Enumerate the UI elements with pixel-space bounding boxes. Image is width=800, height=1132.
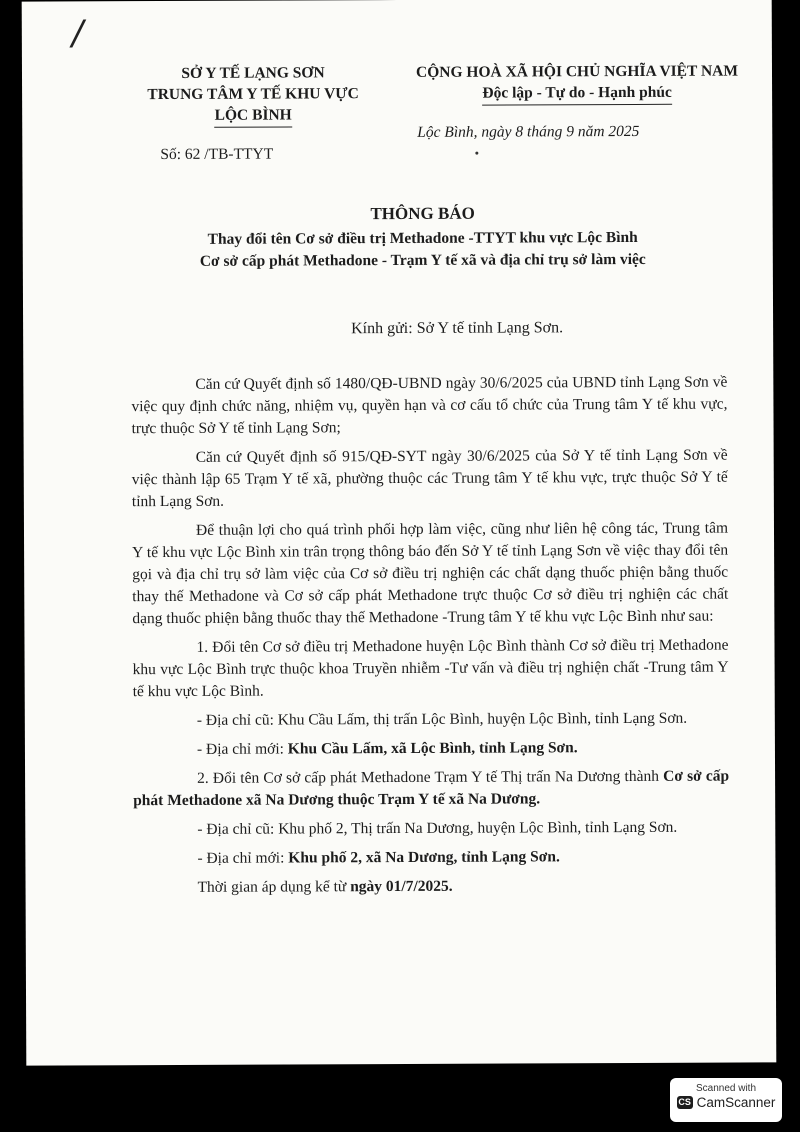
nation-line1: CỘNG HOÀ XÃ HỘI CHỦ NGHĨA VIỆT NAM xyxy=(415,62,738,81)
watermark-caption: Scanned with xyxy=(695,1083,757,1094)
item-2-text: 2. Đổi tên Cơ sở cấp phát Methadone Trạm Y tế Thị trấn Na Dương thành xyxy=(197,767,664,787)
new-address-label-2: - Địa chỉ mới: xyxy=(197,849,289,867)
paragraph-basis-1: Căn cứ Quyết định số 1480/QĐ-UBND ngày 30/6/2025 của UBND tỉnh Lạng Sơn về việc quy định chức năng, nhiệm vụ, quyền hạn và cơ cấu tổ chức của Trung tâm Y tế khu vực, trực thuộc Sở Y tế tỉnh Lạng Sơn; xyxy=(131,373,728,438)
paragraph-intro: Để thuận lợi cho quá trình phối hợp làm việc, cũng như liên hệ công tác, Trung tâm Y tế khu vực Lộc Bình xin trân trọng thông báo đến Sở Y tế tỉnh Lạng Sơn về việc thay đổi tên gọi và địa chỉ trụ sở làm việc của Cơ sở điều trị nghiện các chất dạng thuốc phiện bằng thuốc thay thế Methadone và Cơ sở cấp phát Methadone trực thuộc Cơ sở điều trị nghiện các chất dạng thuốc phiện bằng thuốc thay thế Methadone -Trung tâm Y tế khu vực Lộc Bình như sau: xyxy=(132,519,729,628)
document-body xyxy=(131,372,729,907)
agency-line3: LỘC BÌNH xyxy=(215,104,292,127)
recipient-line: Kính gửi: Sở Y tế tỉnh Lạng Sơn. xyxy=(351,319,564,338)
new-address-value-1: Khu Cầu Lấm, xã Lộc Bình, tỉnh Lạng Sơn. xyxy=(287,739,578,758)
handwritten-mark: / xyxy=(71,13,84,54)
paragraph-item-1: 1. Đổi tên Cơ sở điều trị Methadone huyện Lộc Bình thành Cơ sở điều trị Methadone khu vực Lộc Bình trực thuộc khoa Truyền nhiễm -Tư vấn và điều trị nghiện chất -Trung tâm Y tế khu vực Lộc Bình. xyxy=(132,636,729,701)
document-subtitle-2: Cơ sở cấp phát Methadone - Trạm Y tế xã và địa chỉ trụ sở làm việc xyxy=(199,250,646,270)
national-header xyxy=(387,60,767,106)
agency-line1: SỞ Y TẾ LẠNG SƠN xyxy=(181,64,325,82)
paragraph-old-address-2: - Địa chỉ cũ: Khu phố 2, Thị trấn Na Dương, huyện Lộc Bình, tỉnh Lạng Sơn. xyxy=(197,818,678,838)
effective-date-label: Thời gian áp dụng kể từ xyxy=(197,878,351,896)
agency-line2: TRUNG TÂM Y TẾ KHU VỰC xyxy=(147,85,359,104)
new-address-label-1: - Địa chỉ mới: xyxy=(196,740,288,758)
new-address-value-2: Khu phố 2, xã Na Dương, tỉnh Lạng Sơn. xyxy=(288,848,560,867)
document-number: Số: 62 /TB-TTYT xyxy=(160,145,274,164)
document-subtitle-1: Thay đổi tên Cơ sở điều trị Methadone -TTYT khu vực Lộc Bình xyxy=(207,228,638,248)
camscanner-logo-icon: CS xyxy=(678,1097,691,1107)
camscanner-watermark xyxy=(670,1078,782,1122)
effective-date-value: ngày 01/7/2025. xyxy=(350,877,453,896)
agency-header xyxy=(118,62,388,128)
document-page xyxy=(22,0,777,1066)
paragraph-new-address-1 xyxy=(133,737,729,762)
document-title: THÔNG BÁO xyxy=(370,203,475,224)
item-2-bold: Cơ sở cấp phát Methadone xã Na Dương thuộc Trạm Y tế xã Na Dương. xyxy=(133,767,730,810)
paragraph-effective-date xyxy=(134,875,730,900)
document-date: Lộc Bình, ngày 8 tháng 9 năm 2025 xyxy=(417,122,640,141)
paragraph-old-address-1: - Địa chỉ cũ: Khu Cầu Lấm, thị trấn Lộc Bình, huyện Lộc Bình, tỉnh Lạng Sơn. xyxy=(196,709,688,729)
paragraph-basis-2: Căn cứ Quyết định số 915/QĐ-SYT ngày 30/6/2025 của Sở Y tế tỉnh Lạng Sơn về việc thành lập 65 Trạm Y tế xã, phường thuộc các Trung tâm Y tế khu vực, trực thuộc Sở Y tế tỉnh Lạng Sơn. xyxy=(131,446,728,511)
paragraph-new-address-2 xyxy=(133,846,729,871)
paragraph-item-2 xyxy=(133,766,729,813)
ink-dot xyxy=(475,152,478,155)
watermark-brand: CamScanner xyxy=(696,1095,776,1110)
nation-line2: Độc lập - Tự do - Hạnh phúc xyxy=(482,82,672,106)
